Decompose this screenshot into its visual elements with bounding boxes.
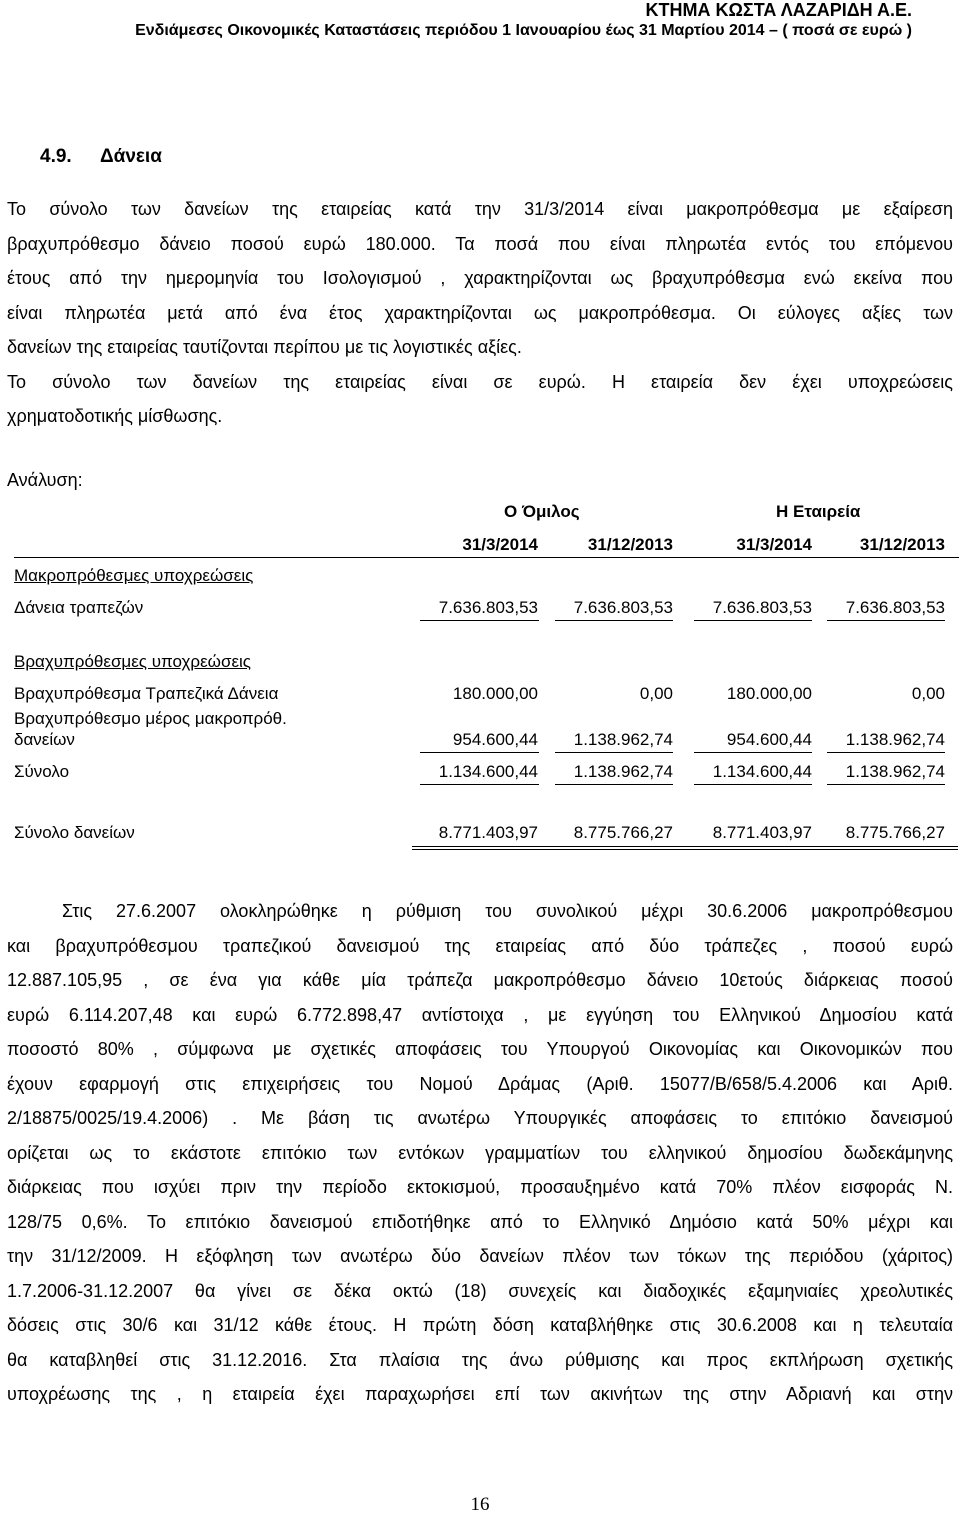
total-double-line — [412, 849, 958, 850]
body-line: 1.7.2006-31.12.2007 θα γίνει σε δέκα οκτώ (18) συνεχείς και διαδοχικές εξαμηνιαίες χρεολυτικές — [7, 1280, 953, 1301]
cell-value: 180.000,00 — [452, 684, 538, 703]
cell-value: 8.771.403,97 — [438, 823, 538, 842]
cell-value: 1.134.600,44 — [438, 762, 538, 781]
intro-line: Το σύνολο των δανείων της εταιρείας κατά την 31/3/2014 είναι μακροπρόθεσμα με εξαίρεση — [7, 199, 953, 219]
row-label: Σύνολο δανείων — [14, 823, 135, 842]
body-line: 128/75 0,6%. Το επιτόκιο δανεισμού επιδοτήθηκε από το Ελληνικό Δημόσιο κατά 50% μέχρι και — [7, 1211, 953, 1232]
cell-value: 180.000,00 — [726, 684, 812, 703]
cell-value: 1.138.962,74 — [573, 762, 673, 781]
intro-line: είναι πληρωτέα μετά από ένα έτος χαρακτηρίζονται ως μακροπρόθεσμα. Οι εύλογες αξίες των — [7, 302, 953, 323]
row-label: Βραχυπρόθεσμα Τραπεζικά Δάνεια — [14, 684, 279, 703]
body-line: ποσοστό 80% , σύμφωνα με σχετικές αποφάσεις του Υπουργού Οικονομίας και Οικονομικών που — [7, 1039, 953, 1059]
body-line: την 31/12/2009. Η εξόφληση των ανωτέρω δύο δανείων πλέον των τόκων της περιόδου (χάριτος) — [7, 1246, 953, 1266]
date-header: 31/3/2014 — [736, 535, 812, 554]
long-term-title: Μακροπρόθεσμες υποχρεώσεις — [14, 566, 254, 585]
underline — [555, 752, 673, 753]
body-line: έχουν εφαρμογή στις επιχειρήσεις του Νομού Δράμας (Αριθ. 15077/Β/658/5.4.2006 και Αριθ. — [7, 1073, 953, 1094]
row-label: δανείων — [14, 730, 75, 749]
cell-value: 1.138.962,74 — [573, 730, 673, 749]
intro-line: βραχυπρόθεσμο δάνειο ποσού ευρώ 180.000. Τα ποσά που είναι πληρωτέα εντός του επόμενου — [7, 233, 953, 254]
cell-value: 1.138.962,74 — [845, 762, 945, 781]
underline — [694, 752, 812, 753]
underline — [420, 620, 539, 621]
underline — [827, 620, 945, 621]
underline — [694, 784, 812, 785]
body-line: θα καταβληθεί στις 31.12.2016. Στα πλαίσια της άνω ρύθμισης και προς εκπλήρωση σχετικής — [7, 1349, 953, 1370]
total-double-line — [412, 846, 958, 847]
body-line: 12.887.105,95 , σε ένα για κάθε μία τράπεζα μακροπρόθεσμο δάνειο 10ετούς διάρκειας ποσού — [7, 970, 953, 990]
intro-line: Το σύνολο των δανείων της εταιρείας είναι σε ευρώ. Η εταιρεία δεν έχει υποχρεώσεις — [7, 371, 953, 392]
section-heading — [40, 146, 162, 168]
date-header: 31/12/2013 — [587, 535, 673, 554]
body-line: ευρώ 6.114.207,48 και ευρώ 6.772.898,47 αντίστοιχα , με εγγύηση του Ελληνικού Δημοσίου κατά — [7, 1004, 953, 1025]
underline — [694, 620, 812, 621]
section-number: 4.9. — [40, 146, 72, 167]
cell-value: 1.138.962,74 — [845, 730, 945, 749]
cell-value: 8.775.766,27 — [573, 823, 673, 842]
cell-value: 7.636.803,53 — [573, 598, 673, 617]
row-label: Δάνεια τραπεζών — [14, 598, 144, 617]
short-term-title: Βραχυπρόθεσμες υποχρεώσεις — [14, 652, 251, 671]
cell-value: 8.771.403,97 — [712, 823, 812, 842]
intro-paragraph — [7, 192, 953, 434]
analysis-label: Ανάλυση: — [7, 470, 83, 490]
body-line: και βραχυπρόθεσμου τραπεζικού δανεισμού της εταιρείας από δύο τράπεζες , ποσού ευρώ — [7, 935, 953, 956]
cell-value: 954.600,44 — [452, 730, 538, 749]
underline — [555, 620, 673, 621]
header-divider — [14, 557, 959, 558]
intro-line: χρηματοδοτικής μίσθωσης. — [7, 406, 223, 426]
cell-value: 954.600,44 — [726, 730, 812, 749]
cell-value: 7.636.803,53 — [845, 598, 945, 617]
cell-value: 8.775.766,27 — [845, 823, 945, 842]
body-line: διάρκειας που ισχύει πριν την περίοδο εκτοκισμού, προσαυξημένο κατά 70% πλέον εισφοράς Ν. — [7, 1177, 953, 1197]
row-label: Σύνολο — [14, 762, 70, 781]
body-line: Στις 27.6.2007 ολοκληρώθηκε η ρύθμιση του συνολικού μέχρι 30.6.2006 μακροπρόθεσμου — [62, 901, 953, 921]
date-header: 31/3/2014 — [462, 535, 538, 554]
row-label: Βραχυπρόθεσμο μέρος μακροπρόθ. — [14, 709, 287, 728]
body-paragraph — [7, 894, 953, 1412]
group-header-group: Ο Όμιλος — [504, 502, 580, 521]
date-header: 31/12/2013 — [859, 535, 945, 554]
body-line: ορίζεται ως το εκάστοτε επιτόκιο των εντόκων γραμματίων του ελληνικού δημοσίου δωδεκάμηνης — [7, 1142, 953, 1163]
underline — [827, 752, 945, 753]
intro-line: έτους από την ημερομηνία του Ισολογισμού , χαρακτηρίζονται ως βραχυπρόθεσμα ενώ εκείνα που — [7, 268, 953, 288]
section-title: Δάνεια — [100, 146, 162, 167]
cell-value: 0,00 — [911, 684, 945, 703]
page-number: 16 — [470, 1494, 490, 1515]
underline — [827, 784, 945, 785]
cell-value: 7.636.803,53 — [438, 598, 538, 617]
cell-value: 1.134.600,44 — [712, 762, 812, 781]
body-line: υποχρέωσης της , η εταιρεία έχει παραχωρήσει επί των ακινήτων της στην Αδριανή και στην — [7, 1384, 953, 1404]
cell-value: 0,00 — [639, 684, 673, 703]
intro-line: δανείων της εταιρείας ταυτίζονται περίπου με τις λογιστικές αξίες. — [7, 337, 522, 357]
header-subtitle: Ενδιάμεσες Οικονομικές Καταστάσεις περιόδου 1 Ιανουαρίου έως 31 Μαρτίου 2014 – ( ποσά σε ευρώ ) — [135, 22, 912, 39]
body-line: δόσεις στις 30/6 και 31/12 κάθε έτους. Η πρώτη δόση καταβλήθηκε στις 30.6.2008 και η τελευταία — [7, 1315, 953, 1335]
underline — [420, 784, 539, 785]
header-company: ΚΤΗΜΑ ΚΩΣΤΑ ΛΑΖΑΡΙΔΗ Α.Ε. — [645, 0, 912, 20]
underline — [420, 752, 539, 753]
underline — [555, 784, 673, 785]
group-header-company: Η Εταιρεία — [776, 502, 861, 521]
cell-value: 7.636.803,53 — [712, 598, 812, 617]
body-line: 2/18875/0025/19.4.2006) . Με βάση τις ανωτέρω Υπουργικές αποφάσεις το επιτόκιο δανεισμού — [7, 1108, 953, 1128]
